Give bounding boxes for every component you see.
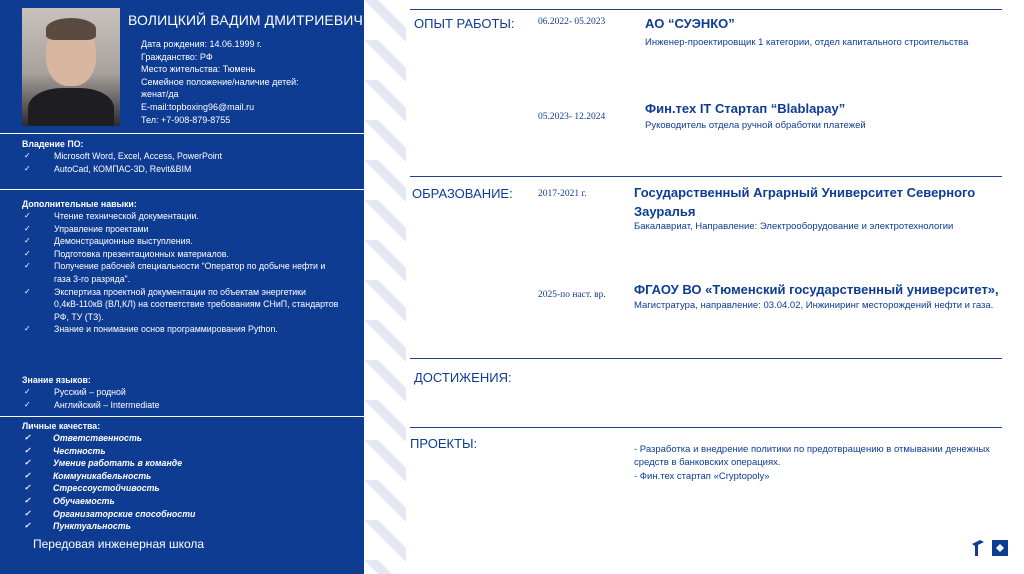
edu-dates: 2025-по наст. вр.: [538, 290, 606, 300]
info-line: E-mail:topboxing96@mail.ru: [141, 101, 255, 112]
list-item: ✓ Подготовка презентационных материалов.: [22, 248, 342, 261]
qualities-section: [22, 420, 195, 533]
experience-label: ОПЫТ РАБОТЫ:: [414, 16, 515, 31]
list-item: ✓ Microsoft Word, Excel, Access, PowerPoint: [22, 150, 222, 163]
job-position: Инженер-проектировщик 1 категории, отдел капитального строительства: [645, 37, 969, 48]
section-title: Знание языков:: [22, 375, 91, 385]
school-footer: Передовая инженерная школа: [33, 537, 205, 551]
list-item: ✓ Знание и понимание основ программирования Python.: [22, 323, 342, 336]
job-position: Руководитель отдела ручной обработки платежей: [645, 120, 866, 131]
project-line: - Фин.тех стартап «Cryptopoly»: [634, 471, 770, 482]
project-line: - Разработка и внедрение политики по предотвращению в отмывании денежных средств в банковских операциях.: [634, 444, 990, 468]
personal-info: [141, 38, 299, 126]
divider: [410, 176, 1002, 177]
list-item: ✓ Честность: [22, 445, 195, 458]
education-label: ОБРАЗОВАНИЕ:: [412, 186, 513, 201]
list-item: ✓ Стрессоустойчивость: [22, 482, 195, 495]
software-section: [22, 138, 222, 175]
divider: [0, 416, 364, 417]
languages-section: [22, 374, 159, 411]
job-dates: 06.2022- 05.2023: [538, 17, 606, 27]
list-item: ✓ Пунктуальность: [22, 520, 195, 533]
list-item: ✓ Ответственность: [22, 432, 195, 445]
list-item: ✓ Английский – Intermediate: [22, 399, 159, 412]
profile-photo: [22, 8, 120, 126]
skills-section: [22, 198, 342, 336]
main-content: [410, 0, 1024, 574]
achievements-label: ДОСТИЖЕНИЯ:: [414, 370, 512, 385]
edu-details: Бакалавриат, Направление: Электрооборудование и электротехнологии: [634, 221, 954, 232]
info-line: Тел: +7-908-879-8755: [141, 114, 231, 125]
list-item: ✓ Коммуникабельность: [22, 470, 195, 483]
divider: [410, 9, 1002, 10]
list-item: ✓ Обучаемость: [22, 495, 195, 508]
info-line: женат/да: [141, 89, 179, 100]
job-org: Фин.тех IT Стартап “Blablapay”: [645, 101, 846, 116]
list-item: ✓ Демонстрационные выступления.: [22, 235, 342, 248]
info-line: Гражданство: РФ: [141, 51, 213, 62]
edu-details: Магистратура, направление: 03.04.02, Инжиниринг месторождений нефти и газа.: [634, 300, 994, 311]
section-title: Владение ПО:: [22, 139, 84, 149]
divider: [0, 189, 364, 190]
person-name: ВОЛИЦКИЙ ВАДИМ ДМИТРИЕВИЧ: [128, 12, 363, 28]
left-panel: [0, 0, 364, 574]
list-item: ✓ Управление проектами: [22, 223, 342, 236]
list-item: ✓ Экспертиза проектной документации по объектам энергетики 0,4кВ-110кВ (ВЛ,КЛ) на соответствие требованиям СНиП, стандартов РФ, ТУ (ТЗ).: [22, 286, 342, 324]
edu-org: Государственный Аграрный Университет Северного Зауралья: [634, 185, 976, 219]
edu-org: ФГАОУ ВО «Тюменский государственный университет»,: [634, 282, 999, 297]
list-item: ✓ Русский – родной: [22, 386, 159, 399]
list-item: ✓ AutoCad, КОМПАС-3D, Revit&BIM: [22, 163, 222, 176]
divider: [410, 427, 1002, 428]
section-title: Дополнительные навыки:: [22, 199, 137, 209]
section-title: Личные качества:: [22, 421, 101, 431]
divider: [410, 358, 1002, 359]
info-line: Место жительства: Тюмень: [141, 64, 256, 75]
info-line: Дата рождения: 14.06.1999 г.: [141, 39, 262, 49]
list-item: ✓ Умение работать в команде: [22, 457, 195, 470]
divider: [0, 133, 364, 134]
list-item: ✓ Чтение технической документации.: [22, 210, 342, 223]
decorative-stripe: [364, 0, 406, 574]
school-logo-icon: [970, 538, 1010, 558]
job-org: АО “СУЭНКО”: [645, 16, 735, 31]
list-item: ✓ Организаторские способности: [22, 508, 195, 521]
list-item: ✓ Получение рабочей специальности “Оператор по добыче нефти и газа 3-го разряда”.: [22, 260, 342, 285]
job-dates: 05.2023- 12.2024: [538, 112, 606, 122]
info-line: Семейное положение/наличие детей:: [141, 76, 299, 87]
edu-dates: 2017-2021 г.: [538, 189, 587, 199]
projects-label: ПРОЕКТЫ:: [410, 436, 478, 451]
